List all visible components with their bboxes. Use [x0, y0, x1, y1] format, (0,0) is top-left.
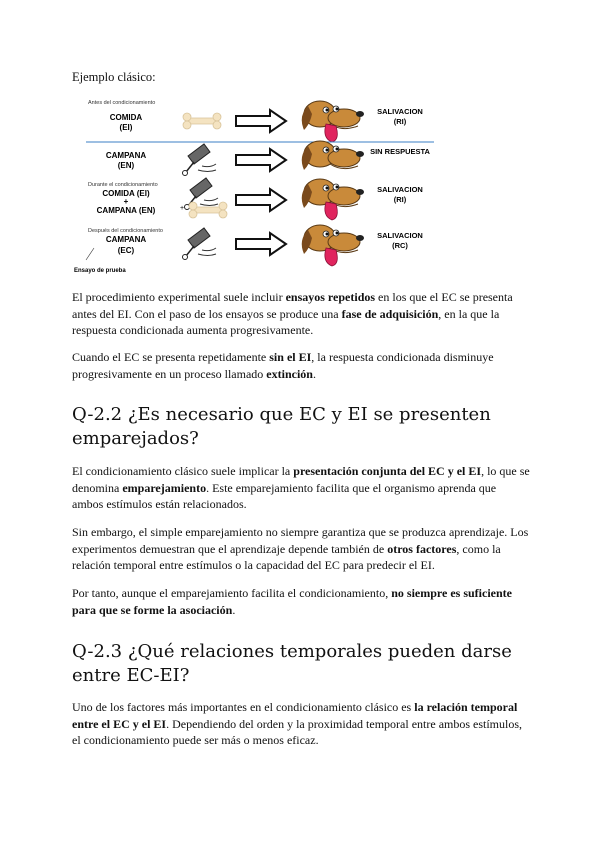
paragraph-temporal: Uno de los factores más importantes en el condicionamiento clásico es la relación temporal entre el EC y el EI. Dependiendo del orden y la proximidad temporal entre ambos estímulos, el condicionamiento puede ser más o menos eficaz.	[72, 700, 523, 747]
bell-icon	[183, 228, 217, 260]
dog-icon	[302, 179, 364, 220]
paragraph-extinction: Cuando el EC se presenta repetidamente sin el EI, la respuesta condicionada disminuye progresivamente en un proceso llamado extinción.	[72, 350, 494, 381]
response-tag: (RC)	[392, 241, 408, 250]
bell-label: CAMPANA	[105, 151, 147, 160]
dog-icon	[302, 225, 364, 266]
bone-icon	[189, 202, 227, 218]
response-tag: (RI)	[393, 117, 407, 126]
caption-during: Durante el condicionamiento	[88, 182, 158, 188]
paragraph-pairing: El condicionamiento clásico suele implicar la presentación conjunta del EC y el EI, lo que se denomina emparejamiento. Este emparejamiento facilita que el organismo aprenda que ambos estímulos están relacionados.	[72, 464, 530, 511]
dog-icon	[302, 101, 364, 142]
bell-icon	[183, 144, 217, 176]
plus-label: +	[123, 197, 129, 206]
paragraph-acquisition: El procedimiento experimental suele incluir ensayos repetidos en los que el EC se presenta antes del EI. Con el paso de los ensayos se produce una fase de adquisición, en la que la respuesta condicionada aumenta progresivamente.	[72, 290, 513, 337]
bell-tag: (EN)	[117, 161, 135, 170]
dog-icon	[302, 141, 364, 170]
arrow-icon	[236, 233, 286, 255]
response-tag: (RI)	[393, 195, 407, 204]
arrow-icon	[236, 149, 286, 171]
response-label: SALIVACION	[377, 185, 423, 194]
food-label: COMIDA (EI)	[102, 189, 150, 198]
arrow-icon	[236, 189, 286, 211]
arrow-icon	[236, 110, 286, 132]
response-label: SIN RESPUESTA	[370, 147, 430, 156]
food-tag: (EI)	[119, 123, 133, 132]
intro-label: Ejemplo clásico:	[72, 70, 156, 84]
bell-label: CAMPANA (EN)	[96, 206, 156, 215]
plus-label: +	[180, 205, 185, 212]
response-label: SALIVACION	[377, 231, 423, 240]
bone-icon	[183, 113, 221, 129]
conditioning-figure	[72, 96, 442, 276]
heading-q22: Q-2.2 ¿Es necesario que EC y EI se presenten emparejados?	[72, 404, 491, 449]
food-label: COMIDA	[109, 113, 143, 122]
heading-q23: Q-2.3 ¿Qué relaciones temporales pueden darse entre EC-EI?	[72, 641, 512, 686]
trial-label: Ensayo de prueba	[74, 268, 126, 274]
caption-after: Después del condicionamiento	[88, 228, 163, 234]
pointer-line	[86, 248, 94, 260]
paragraph-factors: Sin embargo, el simple emparejamiento no siempre garantiza que se produzca aprendizaje. Los experimentos demuestran que el aprendizaje depende también de otros factores, como la relación temporal entre estímulos o la capacidad del EC para predecir el EI.	[72, 525, 529, 572]
caption-before: Antes del condicionamiento	[88, 100, 156, 106]
bell-tag: (EC)	[117, 246, 135, 255]
bell-label: CAMPANA	[105, 235, 147, 244]
response-label: SALIVACION	[377, 107, 423, 116]
paragraph-conclusion: Por tanto, aunque el emparejamiento facilita el condicionamiento, no siempre es suficiente para que se forme la asociación.	[72, 586, 512, 617]
